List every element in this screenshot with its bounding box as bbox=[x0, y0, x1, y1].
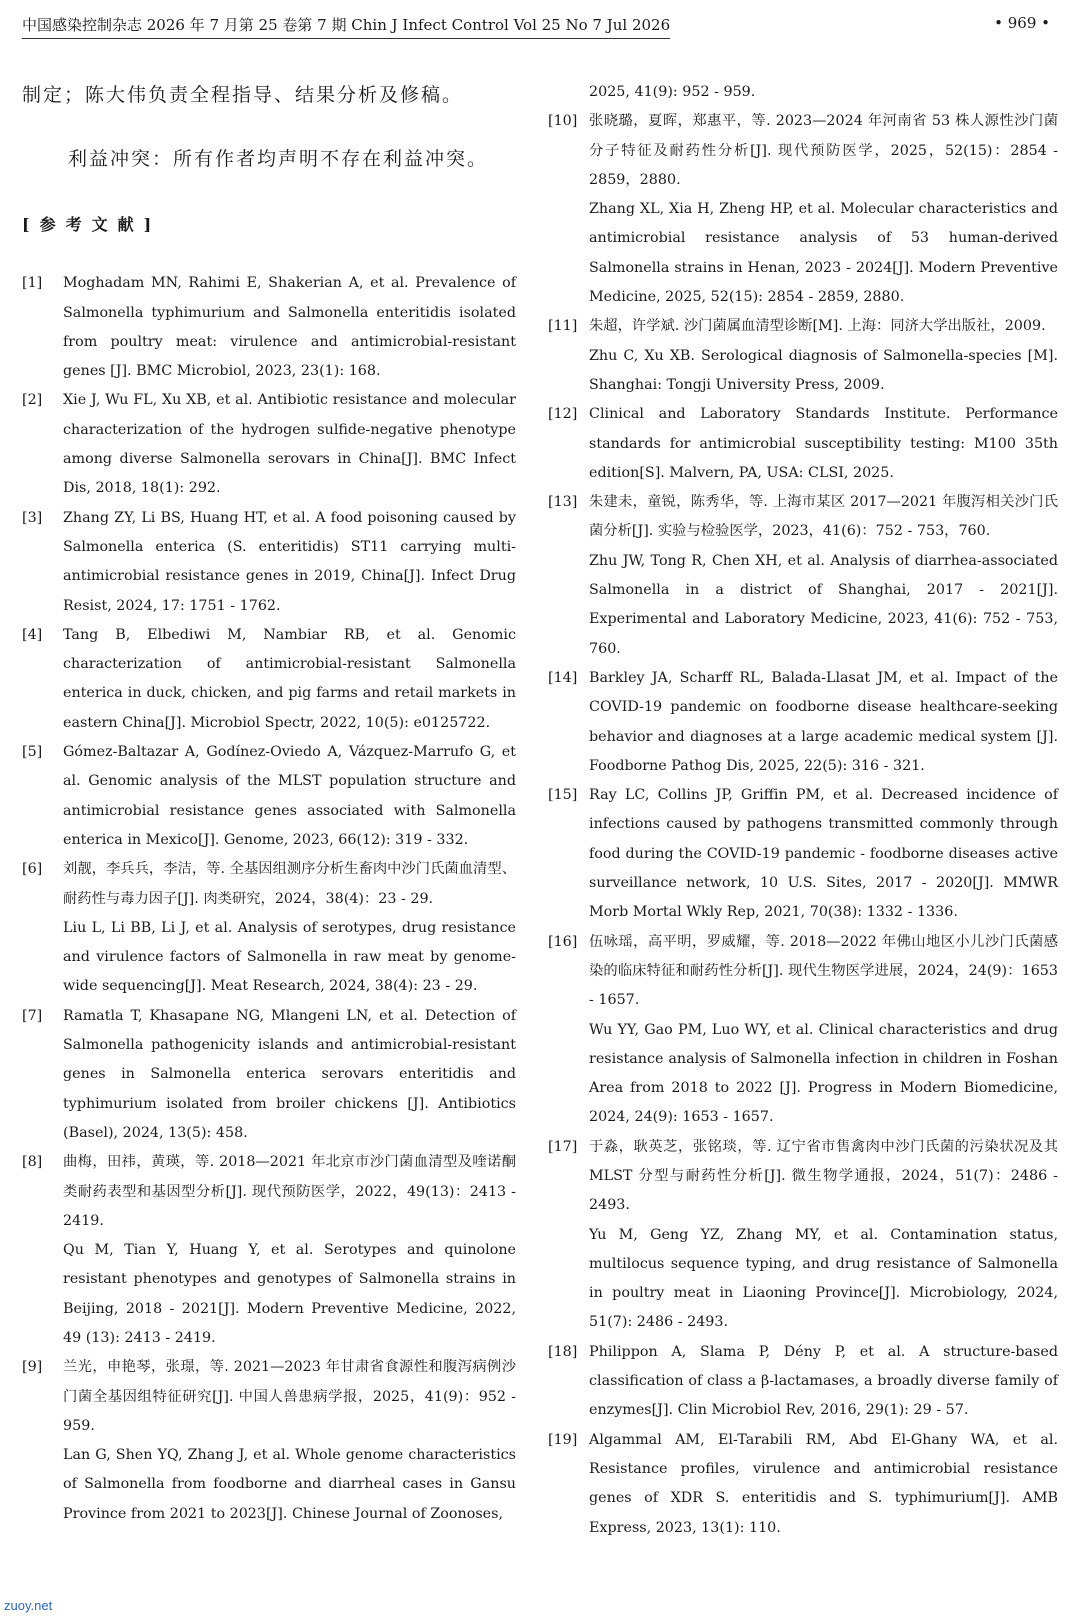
reference-item bbox=[22, 1353, 516, 1529]
reference-text bbox=[589, 781, 1058, 927]
reference-item bbox=[548, 1133, 1058, 1338]
journal-line: 中国感染控制杂志 2026 年 7 月第 25 卷第 7 期 Chin J Infect Control Vol 25 No 7 Jul 2026 bbox=[22, 14, 670, 39]
reference-number: [14] bbox=[548, 669, 578, 686]
reference-text bbox=[589, 664, 1058, 781]
reference-list-left bbox=[22, 269, 516, 1529]
reference-paragraph: 伍咏瑶，高平明，罗威耀，等. 2018—2022 年佛山地区小儿沙门氏菌感染的临床特征和耐药性分析[J]. 现代生物医学进展，2024，24(9)：1653 - 1657. bbox=[589, 933, 1058, 1009]
reference-paragraph: Yu M, Geng YZ, Zhang MY, et al. Contamination status, multilocus sequence typing, and drug resistance of Salmonella in poultry meat in Liaoning Province[J]. Microbiology, 2024, 51(7): 2486 - 2493. bbox=[589, 1226, 1058, 1331]
reference-number: [18] bbox=[548, 1343, 578, 1360]
reference-paragraph: Philippon A, Slama P, Dény P, et al. A structure-based classification of class a β-lactamases, a broadly diverse family of enzymes[J]. Clin Microbiol Rev, 2016, 29(1): 29 - 57. bbox=[589, 1343, 1058, 1419]
reference-paragraph: Qu M, Tian Y, Huang Y, et al. Serotypes and quinolone resistant phenotypes and genotypes of Salmonella strains in Beijing, 2018 - 2021[J]. Modern Preventive Medicine, 2022, 49 (13): 2413 - 2419. bbox=[63, 1242, 516, 1346]
reference-paragraph: Ramatla T, Khasapane NG, Mlangeni LN, et al. Detection of Salmonella pathogenicity islands and antimicrobial-resistant genes in Salmonella enterica serovars enteritidis and typhimurium isolated from broiler chickens [J]. Antibiotics (Basel), 2024, 13(5): 458. bbox=[63, 1007, 516, 1141]
reference-number: [5] bbox=[22, 744, 43, 761]
reference-text bbox=[63, 1148, 516, 1353]
reference-paragraph: 朱建未，童锐，陈秀华，等. 上海市某区 2017—2021 年腹泻相关沙门氏菌分析[J]. 实验与检验医学，2023，41(6)：752 - 753，760. bbox=[589, 494, 1058, 540]
reference-paragraph: Wu YY, Gao PM, Luo WY, et al. Clinical characteristics and drug resistance analysis of Salmonella infection in children in Foshan Area from 2018 to 2022 [J]. Progress in Modern Biomedicine, 2024, 24(9): 1653 - 1657. bbox=[589, 1021, 1058, 1126]
reference-number: [15] bbox=[548, 787, 578, 804]
reference-text bbox=[63, 1353, 516, 1529]
reference-paragraph: Liu L, Li BB, Li J, et al. Analysis of serotypes, drug resistance and virulence factors of Salmonella in raw meat by genome-wide sequencing[J]. Meat Research, 2024, 38(4): 23 - 29. bbox=[63, 919, 516, 995]
reference-text bbox=[589, 1426, 1058, 1543]
reference-text bbox=[589, 488, 1058, 664]
reference-number: [13] bbox=[548, 494, 578, 511]
reference-text bbox=[589, 312, 1058, 400]
reference-item bbox=[548, 781, 1058, 927]
reference-number: [10] bbox=[548, 113, 578, 130]
reference-number: [3] bbox=[22, 509, 43, 526]
reference-text bbox=[63, 738, 516, 855]
reference-paragraph: Zhang XL, Xia H, Zheng HP, et al. Molecular characteristics and antimicrobial resistance analysis of 53 human-derived Salmonella strains in Henan, 2023 - 2024[J]. Modern Preventive Medicine, 2025, 52(15): 2854 - 2859, 2880. bbox=[589, 201, 1058, 306]
reference-paragraph: Moghadam MN, Rahimi E, Shakerian A, et al. Prevalence of Salmonella typhimurium and Salmonella enteritidis isolated from poultry meat: virulence and antimicrobial-resistant genes [J]. BMC Microbiol, 2023, 23(1): 168. bbox=[63, 275, 516, 380]
reference-item bbox=[22, 1002, 516, 1148]
reference-item bbox=[548, 928, 1058, 1133]
reference-number: [17] bbox=[548, 1138, 578, 1155]
reference-text bbox=[63, 386, 516, 503]
reference-item bbox=[22, 855, 516, 1001]
reference-item bbox=[548, 664, 1058, 781]
reference-paragraph: Algammal AM, El-Tarabili RM, Abd El-Ghany WA, et al. Resistance profiles, virulence and antimicrobial resistance genes of XDR S. enteritidis and S. typhimurium[J]. AMB Express, 2023, 13(1): 110. bbox=[589, 1431, 1058, 1536]
reference-text bbox=[589, 1133, 1058, 1338]
reference-paragraph: Tang B, Elbediwi M, Nambiar RB, et al. Genomic characterization of antimicrobial-resistant Salmonella enterica in duck, chicken, and pig farms and retail markets in eastern China[J]. Microbiol Spectr, 2022, 10(5): e0125722. bbox=[63, 626, 516, 731]
reference-text bbox=[589, 400, 1058, 488]
reference-paragraph: 于淼，耿英芝，张铭琰，等. 辽宁省市售禽肉中沙门氏菌的污染状况及其 MLST 分型与耐药性分析[J]. 微生物学通报，2024，51(7)：2486 - 2493. bbox=[589, 1138, 1058, 1214]
reference-paragraph: Ray LC, Collins JP, Griffin PM, et al. Decreased incidence of infections caused by pathogens transmitted commonly through food during the COVID-19 pandemic - foodborne diseases active surveillance network, 10 U.S. Sites, 2017 - 2020[J]. MMWR Morb Mortal Wkly Rep, 2021, 70(38): 1332 - 1336. bbox=[589, 787, 1058, 921]
reference-paragraph: Clinical and Laboratory Standards Institute. Performance standards for antimicrobial susceptibility testing: M100 35th edition[S]. Malvern, PA, USA: CLSI, 2025. bbox=[589, 406, 1058, 481]
reference-number: [16] bbox=[548, 933, 578, 950]
reference-item bbox=[548, 1338, 1058, 1426]
left-column bbox=[22, 78, 516, 1529]
page-number: • 969 • bbox=[994, 14, 1050, 32]
reference-number: [4] bbox=[22, 626, 43, 643]
reference-paragraph: Zhu JW, Tong R, Chen XH, et al. Analysis of diarrhea-associated Salmonella in a district of Shanghai, 2017 - 2021[J]. Experimental and Laboratory Medicine, 2023, 41(6): 752 - 753, 760. bbox=[589, 552, 1058, 657]
reference-number: [12] bbox=[548, 406, 578, 423]
reference-item bbox=[22, 1148, 516, 1353]
reference-item bbox=[22, 504, 516, 621]
reference-paragraph: Xie J, Wu FL, Xu XB, et al. Antibiotic resistance and molecular characterization of the hydrogen sulfide-negative phenotype among diverse Salmonella serovars in China[J]. BMC Infect Dis, 2018, 18(1): 292. bbox=[63, 392, 516, 497]
reference-item bbox=[548, 488, 1058, 664]
reference-number: [7] bbox=[22, 1007, 43, 1024]
reference-text bbox=[589, 107, 1058, 312]
reference-number: [11] bbox=[548, 318, 578, 335]
watermark-text: zuoy.net bbox=[4, 1598, 53, 1613]
reference-paragraph: Zhu C, Xu XB. Serological diagnosis of Salmonella-species [M]. Shanghai: Tongji University Press, 2009. bbox=[589, 347, 1058, 393]
conflict-of-interest: 利益冲突：所有作者均声明不存在利益冲突。 bbox=[68, 148, 489, 170]
reference-text bbox=[63, 855, 516, 1001]
references-title: [参考文献] bbox=[22, 215, 162, 234]
reference-paragraph: Barkley JA, Scharff RL, Balada-Llasat JM, et al. Impact of the COVID-19 pandemic on foodborne disease healthcare-seeking behavior and diagnoses at a large academic medical system [J]. Foodborne Pathog Dis, 2025, 22(5): 316 - 321. bbox=[589, 669, 1058, 774]
reference-paragraph: 刘靓，李兵兵，李洁，等. 全基因组测序分析生畜肉中沙门氏菌血清型、耐药性与毒力因子[J]. 肉类研究，2024，38(4)：23 - 29. bbox=[63, 861, 516, 907]
reference-text bbox=[589, 1338, 1058, 1426]
reference-number: [2] bbox=[22, 392, 43, 409]
reference-paragraph: Gómez-Baltazar A, Godínez-Oviedo A, Vázquez-Marrufo G, et al. Genomic analysis of the MLST population structure and antimicrobial resistance genes associated with Salmonella enterica in Mexico[J]. Genome, 2023, 66(12): 319 - 332. bbox=[63, 744, 516, 848]
reference-item bbox=[22, 738, 516, 855]
reference-9-continuation: 2025, 41(9): 952 - 959. bbox=[589, 84, 756, 100]
reference-text bbox=[63, 269, 516, 386]
author-contribution-note: 制定；陈大伟负责全程指导、结果分析及修稿。 bbox=[22, 84, 464, 106]
reference-paragraph: 张晓璐，夏晖，郑惠平，等. 2023—2024 年河南省 53 株人源性沙门菌分子特征及耐药性分析[J]. 现代预防医学，2025，52(15)：2854 - 2859，2880. bbox=[589, 113, 1058, 188]
reference-paragraph: Lan G, Shen YQ, Zhang J, et al. Whole genome characteristics of Salmonella from foodborne and diarrheal cases in Gansu Province from 2021 to 2023[J]. Chinese Journal of Zoonoses, bbox=[63, 1447, 516, 1522]
reference-item bbox=[22, 386, 516, 503]
reference-number: [9] bbox=[22, 1359, 43, 1376]
reference-paragraph: 朱超，许学斌. 沙门菌属血清型诊断[M]. 上海：同济大学出版社，2009. bbox=[589, 318, 1046, 335]
reference-text bbox=[589, 928, 1058, 1133]
reference-item bbox=[548, 1426, 1058, 1543]
right-column bbox=[548, 78, 1058, 1543]
running-header bbox=[22, 14, 1058, 42]
reference-item bbox=[548, 400, 1058, 488]
reference-number: [1] bbox=[22, 275, 43, 292]
reference-text bbox=[63, 621, 516, 738]
reference-paragraph: 曲梅，田祎，黄瑛，等. 2018—2021 年北京市沙门菌血清型及喹诺酮类耐药表型和基因型分析[J]. 现代预防医学，2022，49(13)：2413 - 2419. bbox=[63, 1154, 516, 1229]
reference-item bbox=[22, 269, 516, 386]
reference-text bbox=[63, 504, 516, 621]
reference-item bbox=[548, 107, 1058, 312]
reference-item bbox=[22, 621, 516, 738]
reference-number: [8] bbox=[22, 1154, 43, 1171]
reference-item bbox=[548, 312, 1058, 400]
reference-text bbox=[63, 1002, 516, 1148]
reference-paragraph: Zhang ZY, Li BS, Huang HT, et al. A food poisoning caused by Salmonella enterica (S. enteritidis) ST11 carrying multi-antimicrobial resistance genes in 2019, China[J]. Infect Drug Resist, 2024, 17: 1751 - 1762. bbox=[63, 509, 516, 614]
reference-number: [6] bbox=[22, 861, 43, 878]
reference-list-right bbox=[548, 107, 1058, 1543]
reference-paragraph: 兰光，申艳琴，张璟，等. 2021—2023 年甘肃省食源性和腹泻病例沙门菌全基因组特征研究[J]. 中国人兽患病学报，2025，41(9)：952 - 959. bbox=[63, 1359, 516, 1434]
reference-number: [19] bbox=[548, 1431, 578, 1448]
